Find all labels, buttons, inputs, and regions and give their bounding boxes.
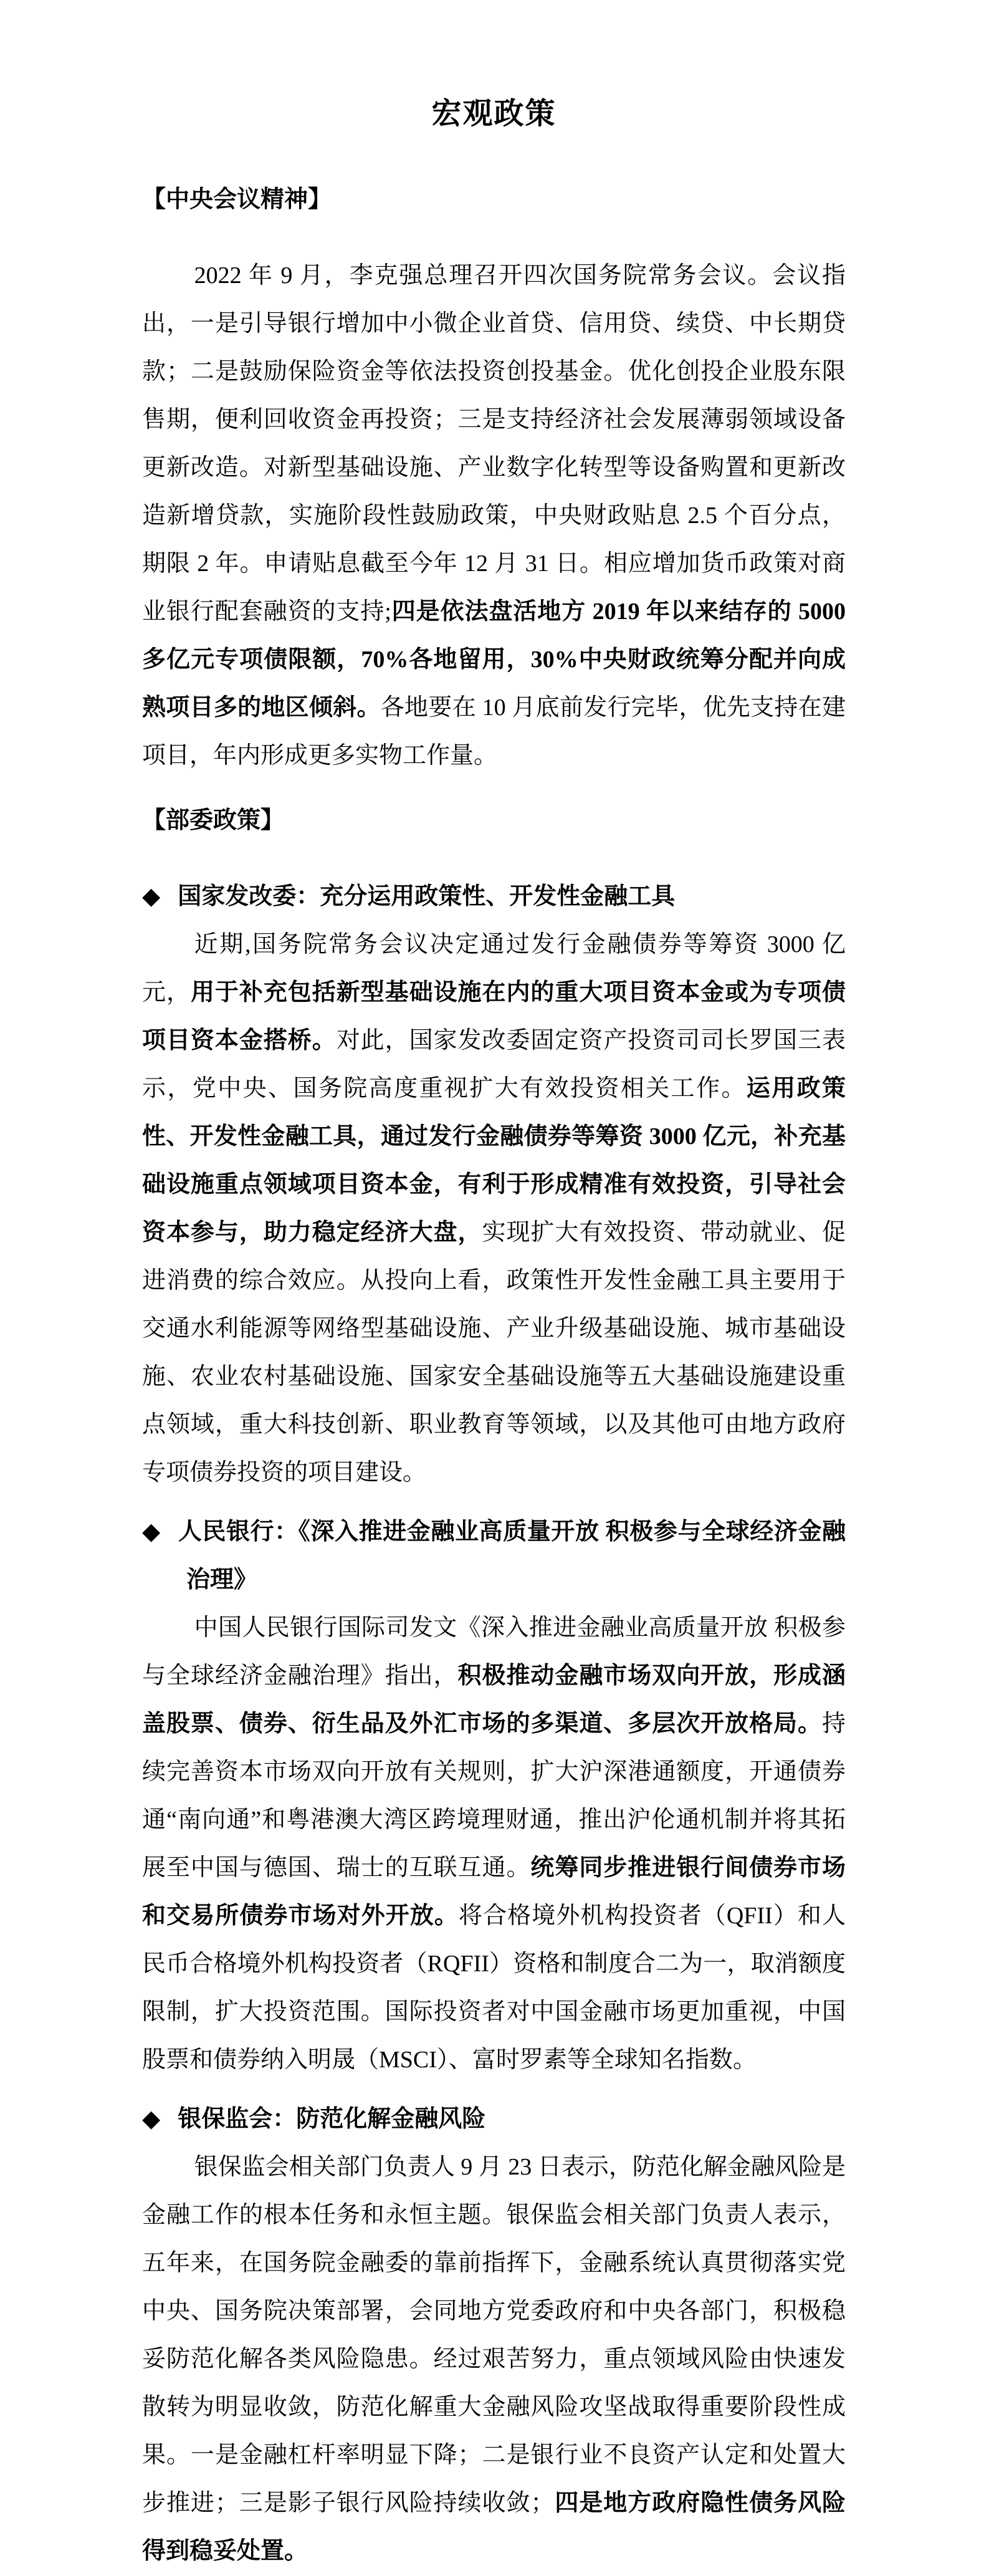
section-heading-ministry-policies: 【部委政策】 bbox=[142, 807, 285, 834]
bullet-title-text-pboc: 人民银行：《深入推进金融业高质量开放 积极参与全球经济金融治理》 bbox=[178, 1519, 846, 1593]
section-central-meeting bbox=[142, 176, 846, 780]
body-text: 实现扩大有效投资、带动就业、促进消费的综合效应。从投向上看，政策性开发性金融工具主要用于交通水利能源等网络型基础设施、产业升级基础设施、城市基础设施、农业农村基础设施、国家安全基础设施等五大基础设施建设重点领域，重大科技创新、职业教育等领域，以及其他可由地方政府专项债券投资的项目建设。 bbox=[142, 1219, 846, 1486]
highlighted-text: 用于补充包括新型基础设施在内的重大项目资本金或为专项债项目资本金搭桥。 bbox=[142, 979, 846, 1054]
bullet-title-cbirc bbox=[142, 2095, 846, 2143]
body-text: 将合格境外机构投资者（QFII）和人民币合格境外机构投资者（RQFII）资格和制度合二为一，取消额度限制，扩大投资范围。国际投资者对中国金融市场更加重视，中国股票和债券纳入明晟（MSCI）、富时罗素等全球知名指数。 bbox=[142, 1903, 846, 2073]
paragraph-ndrc bbox=[142, 921, 846, 1497]
body-text: 中国人民银行国际司发文《深入推进金融业高质量开放 积极参与全球经济金融治理》指出， bbox=[142, 1615, 846, 1689]
body-text: 近期,国务院常务会议决定通过发行金融债券等筹资 3000 亿元， bbox=[142, 931, 846, 1006]
paragraph-pboc bbox=[142, 1604, 846, 2084]
diamond-bullet-icon: ◆ bbox=[142, 1519, 161, 1545]
diamond-bullet-icon: ◆ bbox=[142, 2106, 161, 2132]
paragraph-cbirc bbox=[142, 2143, 846, 2575]
section-ministry-policies bbox=[142, 797, 846, 2575]
bullet-title-ndrc bbox=[142, 873, 846, 921]
section-heading-central-meeting: 【中央会议精神】 bbox=[142, 186, 332, 213]
bullet-title-text-ndrc: 国家发改委：充分运用政策性、开发性金融工具 bbox=[178, 883, 676, 910]
bullet-title-text-cbirc: 银保监会：防范化解金融风险 bbox=[178, 2106, 486, 2132]
body-text: 持续完善资本市场双向开放有关规则，扩大沪深港通额度，开通债券通“南向通”和粤港澳大湾区跨境理财通，推出沪伦通机制并将其拓展至中国与德国、瑞士的互联互通。 bbox=[142, 1711, 846, 1881]
body-text: 银保监会相关部门负责人 9 月 23 日表示，防范化解金融风险是金融工作的根本任务和永恒主题。银保监会相关部门负责人表示，五年来，在国务院金融委的靠前指挥下，金融系统认真贯彻落实党中央、国务院决策部署，会同地方党委政府和中央各部门，积极稳妥防范化解各类风险隐患。经过艰苦努力，重点领域风险由快速发散转为明显收敛，防范化解重大金融风险攻坚战取得重要阶段性成果。一是金融杠杆率明显下降；二是银行业不良资产认定和处置大步推进；三是影子银行风险持续收敛； bbox=[142, 2154, 846, 2516]
highlighted-text: 统筹同步推进银行间债券市场和交易所债券市场对外开放。 bbox=[142, 1855, 846, 1929]
bullet-item-ndrc bbox=[142, 873, 846, 1497]
body-text: 各地要在 10 月底前发行完毕，优先支持在建项目，年内形成更多实物工作量。 bbox=[142, 694, 846, 769]
body-text: 对此，国家发改委固定资产投资司司长罗国三表示，党中央、国务院高度重视扩大有效投资相关工作。 bbox=[142, 1027, 846, 1102]
body-text: 2022 年 9 月，李克强总理召开四次国务院常务会议。会议指出，一是引导银行增加中小微企业首贷、信用贷、续贷、中长期贷款；二是鼓励保险资金等依法投资创投基金。优化创投企业股东限售期，便利回收资金再投资；三是支持经济社会发展薄弱领域设备更新改造。对新型基础设施、产业数字化转型等设备购置和更新改造新增贷款，实施阶段性鼓励政策，中央财政贴息 2.5 个百分点，期限 2 年。申请贴息截至今年 12 月 31 日。相应增加货币政策对商业银行配套融资的支持; bbox=[142, 262, 846, 625]
bullet-item-pboc bbox=[142, 1508, 846, 2084]
paragraph-central-meeting bbox=[142, 252, 846, 780]
highlighted-text: 四是依法盘活地方 2019 年以来结存的 5000 多亿元专项债限额，70%各地留用，30%中央财政统筹分配并向成熟项目多的地区倾斜。 bbox=[142, 598, 846, 721]
highlighted-text: 四是地方政府隐性债务风险得到稳妥处置。 bbox=[142, 2490, 846, 2564]
bullet-title-pboc bbox=[142, 1508, 846, 1604]
document-title: 宏观政策 bbox=[431, 97, 557, 130]
bullet-item-cbirc bbox=[142, 2095, 846, 2575]
highlighted-text: 积极推动金融市场双向开放，形成涵盖股票、债券、衍生品及外汇市场的多渠道、多层次开放格局。 bbox=[142, 1663, 846, 1737]
diamond-bullet-icon: ◆ bbox=[142, 883, 161, 910]
highlighted-text: 运用政策性、开发性金融工具，通过发行金融债券等筹资 3000 亿元，补充基础设施重点领域项目资本金，有利于形成精准有效投资，引导社会资本参与，助力稳定经济大盘， bbox=[142, 1075, 846, 1246]
